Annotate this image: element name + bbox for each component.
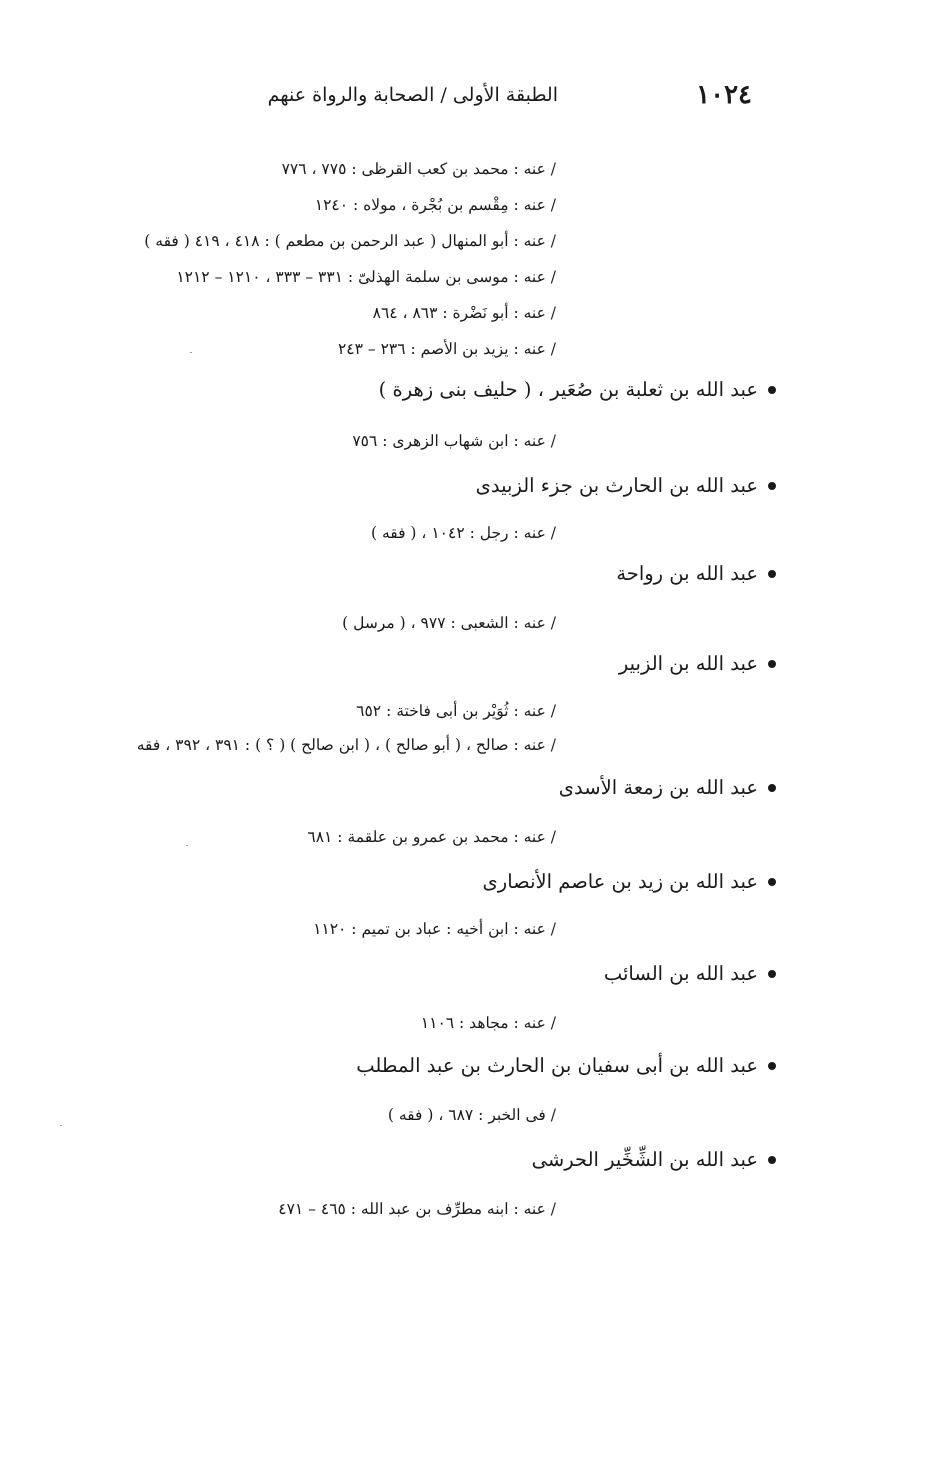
running-title: الطبقة الأولى / الصحابة والرواة عنهم — [267, 84, 558, 106]
bullet-icon — [768, 878, 776, 886]
companion-name: عبد الله بن الحارث بن جزء الزبيدى — [475, 474, 758, 497]
companion-name: عبد الله بن الزبير — [618, 652, 758, 675]
narrator-line: / عنه : أبو المنهال ( عبد الرحمن بن مطعم ) : ٤١٨ ، ٤١٩ ( فقه ) — [144, 232, 556, 250]
bullet-icon — [768, 1062, 776, 1070]
companion-name: عبد الله بن رواحة — [616, 562, 758, 585]
companion-name: عبد الله بن الشِّخِّير الحرشى — [531, 1148, 758, 1171]
narrator-line: / عنه : ابن شهاب الزهرى : ٧٥٦ — [352, 432, 556, 450]
scan-speck — [60, 1125, 62, 1126]
narrator-line: / عنه : ابنه مطرِّف بن عبد الله : ٤٦٥ – ٤٧١ — [278, 1200, 556, 1218]
narrator-line: / عنه : محمد بن كعب القرظى : ٧٧٥ ، ٧٧٦ — [281, 160, 556, 178]
narrator-line: / عنه : رجل : ١٠٤٢ ، ( فقه ) — [370, 524, 556, 542]
narrator-line: / عنه : ثُوَيْر بن أبى فاختة : ٦٥٢ — [356, 702, 556, 720]
bullet-icon — [768, 784, 776, 792]
narrator-line: / عنه : يزيد بن الأصم : ٢٣٦ – ٢٤٣ — [337, 340, 556, 358]
companion-name: عبد الله بن ثعلبة بن صُعَير ، ( حليف بنى زهرة ) — [378, 378, 758, 401]
companion-name: عبد الله بن السائب — [603, 962, 758, 985]
narrator-line: / عنه : الشعبى : ٩٧٧ ، ( مرسل ) — [342, 614, 556, 632]
companion-name: عبد الله بن أبى سفيان بن الحارث بن عبد المطلب — [356, 1054, 758, 1077]
bullet-icon — [768, 570, 776, 578]
companion-entry — [356, 1054, 776, 1077]
companion-entry — [483, 870, 776, 893]
bullet-icon — [768, 1156, 776, 1164]
bullet-icon — [768, 482, 776, 490]
companion-entry — [559, 776, 776, 799]
narrator-line: / عنه : موسى بن سلمة الهذلىّ : ٣٣١ – ٣٣٣ ، ١٢١٠ – ١٢١٢ — [176, 268, 556, 286]
companion-name: عبد الله بن زمعة الأسدى — [558, 776, 758, 799]
narrator-line: / عنه : ابن أخيه : عباد بن تميم : ١١٢٠ — [313, 920, 556, 938]
companion-entry — [619, 652, 776, 675]
bullet-icon — [768, 386, 776, 394]
scan-speck — [190, 352, 192, 353]
bullet-icon — [768, 660, 776, 668]
narrator-line: / عنه : مِقْسم بن بُجْرة ، مولاه : ١٢٤٠ — [314, 196, 556, 214]
scan-speck — [186, 845, 188, 846]
companion-name: عبد الله بن زيد بن عاصم الأنصارى — [482, 870, 758, 893]
companion-entry — [476, 474, 776, 497]
companion-entry — [532, 1148, 776, 1171]
bullet-icon — [768, 970, 776, 978]
companion-entry — [616, 562, 776, 585]
narrator-line: / عنه : صالح ، ( أبو صالح ) ، ( ابن صالح ) ( ؟ ) : ٣٩١ ، ٣٩٢ ، فقه — [136, 736, 556, 754]
page-number: ١٠٢٤ — [696, 80, 752, 110]
companion-entry — [379, 378, 776, 401]
companion-entry — [604, 962, 776, 985]
narrator-line: / عنه : محمد بن عمرو بن علقمة : ٦٨١ — [307, 828, 556, 846]
page-header — [0, 80, 948, 114]
narrator-line: / عنه : أبو نَضْرة : ٨٦٣ ، ٨٦٤ — [372, 304, 556, 322]
narrator-line: / فى الخبر : ٦٨٧ ، ( فقه ) — [387, 1106, 556, 1124]
narrator-line: / عنه : مجاهد : ١١٠٦ — [420, 1014, 556, 1032]
